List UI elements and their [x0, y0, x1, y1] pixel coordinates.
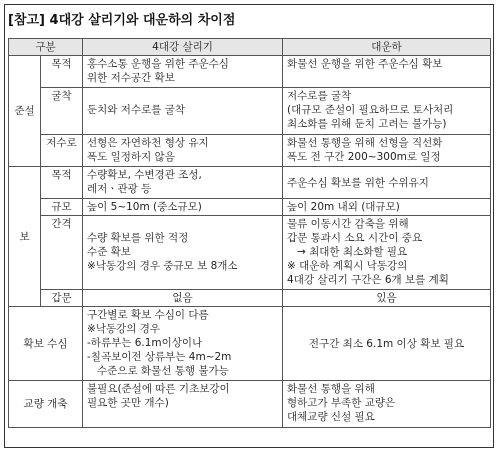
four-rivers-cell [83, 216, 283, 290]
table-row [9, 199, 491, 216]
cell-text: -칠곡보이전 상류부는 4m~2m [87, 351, 232, 363]
cell-text: 전구간 최소 6.1m 이상 확보 필요 [308, 337, 465, 350]
category-junseol: 준설 [9, 56, 41, 167]
header-row [9, 39, 491, 56]
canal-cell [283, 88, 491, 135]
four-rivers-cell [83, 56, 283, 88]
cell-text: 홍수소통 운행을 위한 주운수심 [87, 58, 229, 70]
table-row [9, 290, 491, 307]
cell-text: 대체교량 신설 필요 [287, 411, 375, 423]
four-rivers-cell [83, 381, 283, 428]
cell-text [87, 217, 278, 231]
header-four-rivers: 4대강 살리기 [83, 39, 283, 56]
cell-text: 있음 [376, 292, 397, 304]
cell-text: 화물선 운행을 위한 주운수심 확보 [287, 58, 443, 70]
subcategory-cell: 저수로 [41, 135, 83, 167]
cell-text: 구간별로 확보 수심이 다름 [87, 309, 209, 321]
cell-text: 형하고가 부족한 교량은 [287, 397, 396, 409]
cell-text: 폭도 전 구간 200~300m로 일정 [287, 151, 441, 163]
category-depth: 확보 수심 [9, 307, 83, 381]
cell-text: (대규모 준설이 필요하므로 토사처리 [287, 104, 454, 116]
canal-cell [283, 216, 491, 290]
four-rivers-cell [83, 167, 283, 199]
cell-text [87, 89, 278, 103]
cell-text: ※낙동강의 경우 중규모 보 8개소 [87, 260, 238, 272]
table-row [9, 381, 491, 428]
canal-cell [283, 307, 491, 381]
cell-text: 화물선 통행을 위해 [287, 383, 375, 395]
header-category: 구분 [9, 39, 83, 56]
cell-text: 수량확보, 수변경관 조성, [87, 169, 202, 181]
cell-text: ※ 대운하 계획시 낙동강의 [287, 260, 408, 272]
table-row [9, 135, 491, 167]
subcategory-cell: 갑문 [41, 290, 83, 307]
cell-text: 위한 저수공간 확보 [87, 72, 175, 84]
four-rivers-cell [83, 135, 283, 167]
cell-text: 수준으로 화물선 통행 불가능 [97, 365, 229, 377]
subcategory-cell: 규모 [41, 199, 83, 216]
table-row [9, 167, 491, 199]
canal-cell [283, 199, 491, 216]
cell-text: ※낙동강의 경우 [87, 323, 161, 335]
cell-text: 레저ㆍ관광 등 [87, 183, 152, 195]
page-title: [참고] 4대강 살리기와 대운하의 차이점 [8, 13, 236, 28]
cell-text: 수준 확보 [87, 246, 131, 258]
table-row [9, 88, 491, 135]
cell-text: 높이 20m 내외 (대규모) [287, 201, 400, 213]
subcategory-cell: 굴착 [41, 88, 83, 135]
comparison-table [8, 38, 491, 428]
cell-text: 폭도 일정하지 않음 [87, 151, 175, 163]
four-rivers-cell [83, 290, 283, 307]
category-bridge: 교량 개축 [9, 381, 83, 428]
header-canal: 대운하 [283, 39, 491, 56]
cell-text: 갑문 통과시 소요 시간이 중요 [287, 232, 423, 244]
category-bo: 보 [9, 167, 41, 307]
cell-text: 높이 5~10m (중소규모) [87, 201, 202, 213]
cell-text: 4대강 살리기 구간은 6개 보를 계획 [287, 274, 449, 286]
cell-text: 불필요(준설에 따른 기초보강이 [87, 383, 230, 395]
cell-text: 화물선 통행을 위해 선형을 직선화 [287, 137, 443, 149]
cell-text: 최소화를 위해 둔치 고려는 불가능) [287, 118, 447, 130]
canal-cell [283, 290, 491, 307]
cell-text: 주운수심 확보를 위한 수위유지 [287, 176, 429, 189]
subcategory-cell: 목적 [41, 56, 83, 88]
cell-text: 둔치와 저수로를 굴착 [87, 104, 185, 116]
canal-cell [283, 381, 491, 428]
table-row [9, 56, 491, 88]
subcategory-cell: 간격 [41, 216, 83, 290]
canal-cell [283, 56, 491, 88]
four-rivers-cell [83, 199, 283, 216]
cell-text: 수량 확보를 위한 적정 [87, 232, 189, 244]
four-rivers-cell [83, 88, 283, 135]
cell-text: 없음 [172, 292, 193, 304]
subcategory-cell: 목적 [41, 167, 83, 199]
table-row [9, 307, 491, 381]
cell-text: 물류 이동시간 감축을 위해 [287, 218, 409, 230]
four-rivers-cell [83, 307, 283, 381]
cell-text: 필요한 곳만 개수) [87, 397, 169, 409]
canal-cell [283, 135, 491, 167]
cell-text: 저수로를 굴착 [287, 90, 352, 102]
table-row [9, 216, 491, 290]
cell-text: -하류부는 6.1m이상이나 [87, 337, 203, 349]
cell-text: 선형은 자연하천 형상 유지 [87, 137, 209, 149]
canal-cell [283, 167, 491, 199]
cell-text: → 최대한 최소화할 필요 [297, 246, 408, 258]
